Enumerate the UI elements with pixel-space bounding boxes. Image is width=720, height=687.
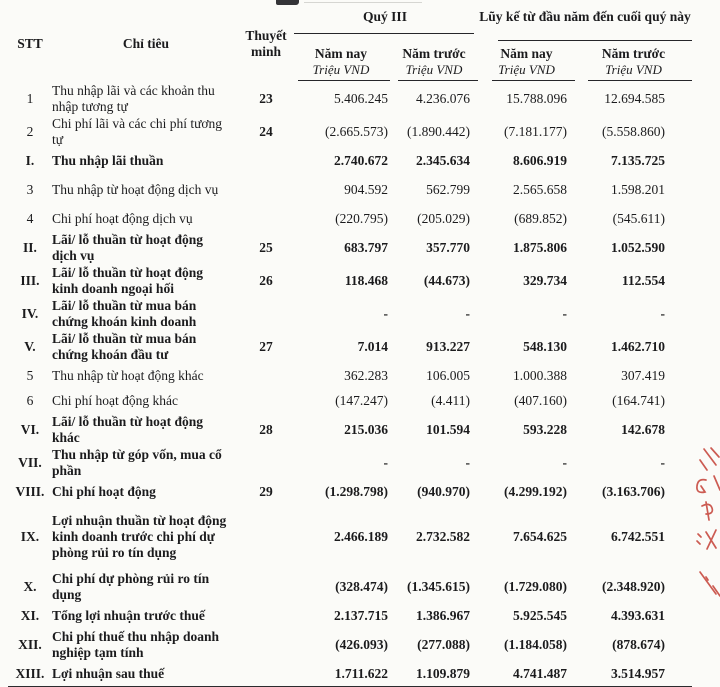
- cell-label: Lãi/ lỗ thuần từ hoạt động kinh doanh ngoại hối: [52, 264, 204, 296]
- cell-note: [240, 206, 292, 231]
- table-row: [8, 231, 692, 264]
- cell-ytd-current: 593.228: [523, 421, 567, 437]
- cell-label: Thu nhập từ hoạt động dịch vụ: [52, 181, 219, 197]
- cell-ytd-current: 5.925.545: [513, 607, 567, 623]
- cell-stt: V.: [24, 338, 36, 354]
- cell-label: Thu nhập từ hoạt động khác: [52, 367, 204, 383]
- col-header-y-nam-truoc: Năm trước: [601, 45, 666, 61]
- cell-quarter-current: -: [383, 454, 388, 470]
- cell-quarter-current: 904.592: [344, 181, 388, 197]
- cell-quarter-previous: (1.345.615): [407, 578, 470, 594]
- cell-quarter-previous: 2.732.582: [416, 529, 470, 545]
- cell-quarter-previous: (44.673): [423, 272, 470, 288]
- cell-quarter-current: 2.740.672: [334, 152, 388, 168]
- cell-label: Chi phí lãi và các chi phí tương tự: [52, 115, 223, 147]
- cell-ytd-current: (689.852): [514, 210, 567, 226]
- unit-label: Triệu VND: [478, 63, 575, 82]
- cell-ytd-current: 15.788.096: [506, 90, 567, 106]
- cell-ytd-current: (7.181.177): [504, 123, 567, 139]
- cell-quarter-current: 2.137.715: [334, 607, 388, 623]
- cell-stt: 6: [26, 392, 34, 408]
- cell-label: Tổng lợi nhuận trước thuế: [52, 607, 205, 623]
- cell-note: 23: [259, 90, 273, 106]
- cell-note: 24: [259, 123, 273, 139]
- cell-quarter-previous: -: [465, 454, 470, 470]
- table-row: [8, 115, 692, 148]
- cell-label: Lợi nhuận thuần từ hoạt động kinh doanh trước chi phí dự phòng rủi ro tín dụng: [52, 513, 227, 560]
- cell-quarter-previous: (277.088): [417, 636, 470, 652]
- cell-label: Lãi/ lỗ thuần từ hoạt động khác: [52, 413, 204, 445]
- table-row: [8, 330, 692, 363]
- cell-ytd-previous: 1.052.590: [611, 239, 666, 255]
- cell-label: Lãi/ lỗ thuần từ hoạt động dịch vụ: [52, 231, 204, 263]
- cell-quarter-previous: 106.005: [426, 367, 470, 383]
- cell-ytd-current: 1.000.388: [513, 367, 567, 383]
- unit-label: Triệu VND: [390, 63, 478, 82]
- cell-label: Lãi/ lỗ thuần từ mua bán chứng khoán kinh doanh: [52, 297, 197, 329]
- cell-quarter-previous: 913.227: [426, 338, 470, 354]
- cell-stt: 5: [26, 367, 34, 383]
- cell-note: 28: [259, 421, 273, 437]
- cell-quarter-current: (220.795): [335, 210, 388, 226]
- table-header: [8, 6, 692, 82]
- cell-quarter-current: (328.474): [335, 578, 388, 594]
- cell-quarter-previous: (1.890.442): [407, 123, 470, 139]
- cell-ytd-previous: (164.741): [612, 392, 666, 408]
- table-row: [8, 479, 692, 504]
- cell-note: [240, 570, 292, 603]
- cell-ytd-previous: (878.674): [612, 636, 666, 652]
- cell-note: [240, 297, 292, 330]
- cell-ytd-previous: 12.694.585: [604, 90, 666, 106]
- cell-quarter-previous: 1.386.967: [416, 607, 470, 623]
- cell-quarter-previous: (4.411): [431, 392, 470, 408]
- table-row: [8, 628, 692, 661]
- cell-label: Chi phí hoạt động: [52, 483, 156, 499]
- cell-quarter-current: (426.093): [335, 636, 388, 652]
- cell-ytd-current: (1.184.058): [504, 636, 567, 652]
- cell-note: [240, 363, 292, 388]
- cell-ytd-current: -: [562, 454, 567, 470]
- cell-quarter-previous: 101.594: [426, 421, 470, 437]
- red-ink-annotation: [694, 446, 720, 622]
- cell-quarter-current: 5.406.245: [334, 90, 388, 106]
- col-header-q-nam-truoc: Năm trước: [402, 45, 466, 61]
- cell-ytd-previous: 3.514.957: [611, 665, 666, 681]
- cell-label: Chi phí dự phòng rủi ro tín dụng: [52, 570, 210, 602]
- cell-note: 27: [259, 338, 273, 354]
- col-header-y-nam-nay: Năm nay: [500, 45, 553, 61]
- cell-quarter-previous: (940.970): [417, 483, 470, 499]
- table-row: [8, 413, 692, 446]
- cell-quarter-current: (147.247): [335, 392, 388, 408]
- cell-quarter-current: (2.665.573): [325, 123, 388, 139]
- col-header-thuyet-minh: Thuyết minh: [245, 28, 287, 59]
- cell-quarter-current: (1.298.798): [325, 483, 388, 499]
- cell-note: [240, 173, 292, 206]
- table-row: [8, 264, 692, 297]
- cell-quarter-previous: 562.799: [426, 181, 470, 197]
- cell-stt: IX.: [20, 529, 40, 545]
- cell-stt: XIII.: [15, 665, 45, 681]
- cell-stt: 3: [26, 181, 34, 197]
- cell-label: Lãi/ lỗ thuần từ mua bán chứng khoán đầu tư: [52, 330, 197, 362]
- cell-label: Chi phí thuế thu nhập doanh nghiệp tạm tính: [52, 628, 219, 660]
- cell-quarter-current: 2.466.189: [334, 529, 388, 545]
- cell-label: Chi phí hoạt động khác: [52, 392, 178, 408]
- cell-quarter-current: -: [383, 305, 388, 321]
- cell-quarter-previous: 2.345.634: [416, 152, 470, 168]
- table-row: [8, 148, 692, 173]
- cell-quarter-previous: 1.109.879: [416, 665, 470, 681]
- col-group-quy-iii: Quý III: [292, 6, 478, 44]
- col-header-q-nam-nay: Năm nay: [314, 45, 368, 61]
- cell-note: [240, 661, 292, 687]
- cell-note: [240, 628, 292, 661]
- cell-ytd-current: 2.565.658: [513, 181, 567, 197]
- cell-label: Lợi nhuận sau thuế: [52, 665, 165, 681]
- table-row: [8, 603, 692, 628]
- cell-ytd-previous: 7.135.725: [611, 152, 666, 168]
- cell-note: [240, 504, 292, 570]
- cell-quarter-previous: (205.029): [417, 210, 470, 226]
- table-row: [8, 363, 692, 388]
- table-row: [8, 206, 692, 231]
- cell-stt: IV.: [21, 305, 39, 321]
- cell-ytd-previous: (5.558.860): [602, 123, 666, 139]
- cell-ytd-previous: -: [660, 454, 666, 470]
- cell-ytd-previous: 4.393.631: [611, 607, 666, 623]
- cell-stt: 1: [26, 90, 34, 106]
- cell-label: Chi phí hoạt động dịch vụ: [52, 210, 193, 226]
- cell-stt: II.: [23, 239, 37, 255]
- cell-ytd-current: (407.160): [514, 392, 567, 408]
- cell-ytd-previous: (3.163.706): [602, 483, 666, 499]
- cell-ytd-current: 329.734: [523, 272, 567, 288]
- cell-quarter-previous: -: [465, 305, 470, 321]
- table-row: [8, 446, 692, 479]
- cell-stt: 2: [26, 123, 34, 139]
- cell-stt: VI.: [20, 421, 40, 437]
- table-row: [8, 661, 692, 687]
- cell-stt: XII.: [18, 636, 42, 652]
- cell-ytd-previous: 307.419: [621, 367, 666, 383]
- cell-ytd-previous: 1.598.201: [611, 181, 666, 197]
- cut-off-glyph: [276, 0, 299, 5]
- table-body: [8, 82, 692, 687]
- cell-note: 25: [259, 239, 273, 255]
- cell-note: [240, 603, 292, 628]
- cell-ytd-current: (1.729.080): [504, 578, 567, 594]
- cell-note: [240, 148, 292, 173]
- cell-ytd-current: 8.606.919: [513, 152, 567, 168]
- unit-label: Triệu VND: [575, 63, 692, 82]
- cell-quarter-current: 118.468: [344, 272, 388, 288]
- cell-quarter-current: 683.797: [344, 239, 388, 255]
- cell-ytd-previous: 6.742.551: [611, 529, 666, 545]
- cell-ytd-previous: 112.554: [621, 272, 666, 288]
- income-statement-table: [8, 6, 692, 687]
- cell-stt: VII.: [18, 454, 42, 470]
- cell-quarter-previous: 4.236.076: [416, 90, 470, 106]
- cell-stt: VIII.: [15, 483, 45, 499]
- col-header-chi-tieu: Chỉ tiêu: [122, 36, 170, 52]
- cell-ytd-previous: (2.348.920): [602, 578, 666, 594]
- cell-ytd-previous: -: [660, 305, 666, 321]
- cell-ytd-previous: 1.462.710: [611, 338, 666, 354]
- cell-ytd-current: (4.299.192): [504, 483, 567, 499]
- cell-label: Thu nhập từ góp vốn, mua cổ phần: [52, 446, 222, 478]
- cell-quarter-current: 1.711.622: [334, 665, 388, 681]
- cell-ytd-previous: 142.678: [621, 421, 666, 437]
- cell-label: Thu nhập lãi thuần: [52, 152, 164, 168]
- table-row: [8, 297, 692, 330]
- cell-stt: XI.: [20, 607, 40, 623]
- table-row: [8, 570, 692, 603]
- cell-ytd-previous: (545.611): [612, 210, 666, 226]
- cell-label: Thu nhập lãi và các khoản thu nhập tương tự: [52, 82, 215, 114]
- cell-stt: III.: [20, 272, 40, 288]
- cell-quarter-current: 215.036: [344, 421, 388, 437]
- cell-ytd-current: 4.741.487: [513, 665, 567, 681]
- cell-ytd-current: 548.130: [523, 338, 567, 354]
- cell-note: 29: [259, 483, 273, 499]
- col-group-luy-ke: Lũy kế từ đầu năm đến cuối quý này: [478, 6, 692, 44]
- col-header-stt: STT: [17, 36, 43, 52]
- cell-stt: 4: [26, 210, 34, 226]
- table-row: [8, 82, 692, 115]
- cell-ytd-current: 1.875.806: [513, 239, 567, 255]
- unit-label: Triệu VND: [292, 63, 390, 82]
- cut-off-underline: [304, 2, 422, 3]
- cell-quarter-current: 362.283: [344, 367, 388, 383]
- cell-stt: I.: [25, 152, 35, 168]
- cell-quarter-previous: 357.770: [426, 239, 470, 255]
- cell-note: [240, 388, 292, 413]
- cell-note: [240, 446, 292, 479]
- cell-quarter-current: 7.014: [357, 338, 388, 354]
- cell-ytd-current: -: [562, 305, 567, 321]
- table-row: [8, 504, 692, 570]
- cell-stt: X.: [23, 578, 37, 594]
- table-row: [8, 388, 692, 413]
- table-row: [8, 173, 692, 206]
- cell-ytd-current: 7.654.625: [513, 529, 567, 545]
- cell-note: 26: [259, 272, 273, 288]
